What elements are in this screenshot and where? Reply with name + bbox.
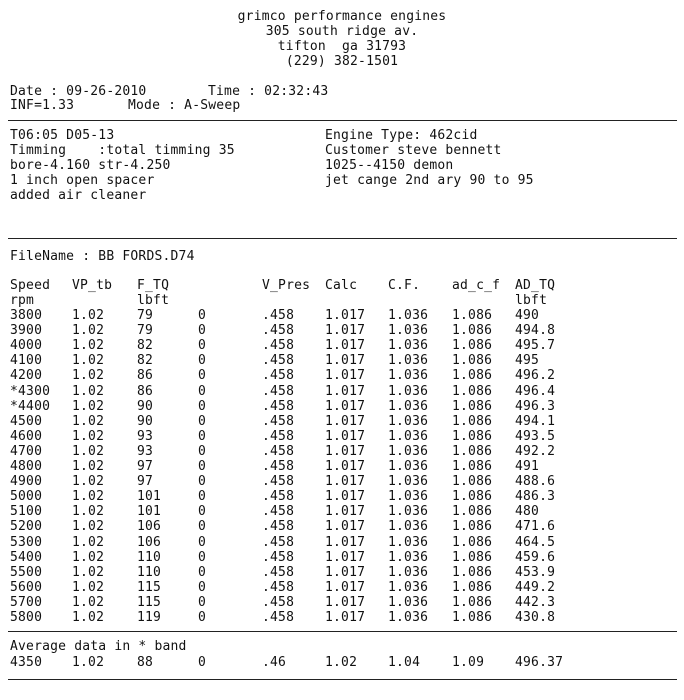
table-cell-f-tq: 97	[137, 474, 154, 489]
table-cell-zero: 0	[198, 474, 207, 489]
table-cell-ad-c-f: 1.086	[452, 610, 493, 625]
table-cell-ad-c-f: 1.086	[452, 565, 493, 580]
table-cell-calc: 1.017	[325, 444, 366, 459]
table-cell-v-pres: .458	[262, 610, 295, 625]
table-cell-zero: 0	[198, 399, 207, 414]
table-cell-ad-c-f: 1.086	[452, 535, 493, 550]
table-cell-speed: 4700	[10, 444, 43, 459]
table-cell-vp-tb: 1.02	[72, 459, 105, 474]
table-cell-ad-c-f: 1.086	[452, 399, 493, 414]
table-cell-speed: 5500	[10, 565, 43, 580]
table-cell-cf: 1.036	[388, 308, 429, 323]
table-cell-zero: 0	[198, 323, 207, 338]
table-cell-cf: 1.036	[388, 353, 429, 368]
table-cell-zero: 0	[198, 338, 207, 353]
table-cell-f-tq: 115	[137, 580, 162, 595]
table-cell-speed: 5200	[10, 519, 43, 534]
table-cell-ad-c-f: 1.086	[452, 459, 493, 474]
table-cell-ad-tq: 495.7	[515, 338, 556, 353]
table-cell-v-pres: .458	[262, 459, 295, 474]
table-cell-calc: 1.017	[325, 323, 366, 338]
table-cell-ad-tq: 486.3	[515, 489, 556, 504]
table-cell-calc: 1.017	[325, 308, 366, 323]
average-cell-ad-tq: 496.37	[515, 655, 564, 670]
table-cell-ad-tq: 496.3	[515, 399, 556, 414]
table-cell-f-tq: 110	[137, 550, 162, 565]
table-cell-ad-tq: 490	[515, 308, 540, 323]
table-cell-ad-c-f: 1.086	[452, 580, 493, 595]
table-cell-cf: 1.036	[388, 504, 429, 519]
table-cell-vp-tb: 1.02	[72, 489, 105, 504]
table-cell-f-tq: 93	[137, 444, 154, 459]
table-cell-ad-tq: 496.4	[515, 384, 556, 399]
table-cell-calc: 1.017	[325, 535, 366, 550]
table-cell-ad-c-f: 1.086	[452, 414, 493, 429]
table-cell-f-tq: 79	[137, 323, 154, 338]
table-cell-ad-tq: 471.6	[515, 519, 556, 534]
column-unit-ad-tq: lbft	[515, 293, 548, 308]
table-cell-calc: 1.017	[325, 414, 366, 429]
average-cell-cf: 1.04	[388, 655, 421, 670]
column-header-cf: C.F.	[388, 278, 421, 293]
table-cell-zero: 0	[198, 308, 207, 323]
table-cell-zero: 0	[198, 444, 207, 459]
table-cell-zero: 0	[198, 384, 207, 399]
table-cell-calc: 1.017	[325, 504, 366, 519]
table-cell-f-tq: 86	[137, 384, 154, 399]
table-cell-speed: *4400	[10, 399, 51, 414]
table-cell-zero: 0	[198, 353, 207, 368]
average-cell-calc: 1.02	[325, 655, 358, 670]
column-header-v-pres: V_Pres	[262, 278, 311, 293]
table-cell-speed: 5400	[10, 550, 43, 565]
table-cell-ad-tq: 494.8	[515, 323, 556, 338]
table-cell-ad-tq: 495	[515, 353, 540, 368]
table-cell-calc: 1.017	[325, 459, 366, 474]
table-cell-v-pres: .458	[262, 399, 295, 414]
table-cell-v-pres: .458	[262, 504, 295, 519]
table-cell-ad-c-f: 1.086	[452, 384, 493, 399]
table-cell-calc: 1.017	[325, 610, 366, 625]
table-cell-v-pres: .458	[262, 338, 295, 353]
table-cell-vp-tb: 1.02	[72, 580, 105, 595]
table-cell-f-tq: 79	[137, 308, 154, 323]
table-cell-vp-tb: 1.02	[72, 519, 105, 534]
table-cell-zero: 0	[198, 580, 207, 595]
average-cell-vp-tb: 1.02	[72, 655, 105, 670]
table-cell-ad-tq: 494.1	[515, 414, 556, 429]
company-phone: (229) 382-1501	[285, 54, 399, 69]
table-cell-vp-tb: 1.02	[72, 308, 105, 323]
table-cell-ad-tq: 492.2	[515, 444, 556, 459]
column-header-ad-c-f: ad_c_f	[452, 278, 501, 293]
table-cell-v-pres: .458	[262, 444, 295, 459]
table-cell-calc: 1.017	[325, 338, 366, 353]
table-cell-zero: 0	[198, 459, 207, 474]
table-cell-vp-tb: 1.02	[72, 504, 105, 519]
table-cell-ad-c-f: 1.086	[452, 338, 493, 353]
info-right-1: Engine Type: 462cid	[325, 128, 478, 143]
table-cell-cf: 1.036	[388, 519, 429, 534]
table-cell-zero: 0	[198, 489, 207, 504]
table-cell-speed: 4500	[10, 414, 43, 429]
table-cell-vp-tb: 1.02	[72, 399, 105, 414]
table-cell-calc: 1.017	[325, 595, 366, 610]
table-cell-zero: 0	[198, 610, 207, 625]
table-cell-calc: 1.017	[325, 550, 366, 565]
table-cell-ad-tq: 464.5	[515, 535, 556, 550]
table-cell-cf: 1.036	[388, 565, 429, 580]
table-cell-ad-tq: 453.9	[515, 565, 556, 580]
table-cell-cf: 1.036	[388, 610, 429, 625]
table-cell-vp-tb: 1.02	[72, 444, 105, 459]
column-header-vp-tb: VP_tb	[72, 278, 113, 293]
table-cell-ad-c-f: 1.086	[452, 489, 493, 504]
table-cell-calc: 1.017	[325, 580, 366, 595]
time-field: Time : 02:32:43	[208, 84, 329, 99]
info-right-2: Customer steve bennett	[325, 143, 502, 158]
table-cell-cf: 1.036	[388, 399, 429, 414]
table-cell-ad-c-f: 1.086	[452, 444, 493, 459]
table-cell-v-pres: .458	[262, 368, 295, 383]
table-cell-speed: 5600	[10, 580, 43, 595]
table-cell-zero: 0	[198, 550, 207, 565]
table-cell-calc: 1.017	[325, 368, 366, 383]
table-cell-zero: 0	[198, 414, 207, 429]
table-cell-cf: 1.036	[388, 535, 429, 550]
table-cell-speed: 4200	[10, 368, 43, 383]
table-cell-calc: 1.017	[325, 474, 366, 489]
table-cell-v-pres: .458	[262, 519, 295, 534]
table-cell-ad-c-f: 1.086	[452, 368, 493, 383]
table-cell-v-pres: .458	[262, 565, 295, 580]
table-cell-f-tq: 101	[137, 489, 162, 504]
table-cell-ad-c-f: 1.086	[452, 429, 493, 444]
table-cell-calc: 1.017	[325, 384, 366, 399]
table-cell-vp-tb: 1.02	[72, 384, 105, 399]
table-cell-v-pres: .458	[262, 308, 295, 323]
table-cell-speed: 5700	[10, 595, 43, 610]
table-cell-v-pres: .458	[262, 353, 295, 368]
table-cell-speed: *4300	[10, 384, 51, 399]
table-cell-vp-tb: 1.02	[72, 368, 105, 383]
table-cell-cf: 1.036	[388, 429, 429, 444]
average-cell-f-tq: 88	[137, 655, 154, 670]
table-cell-v-pres: .458	[262, 429, 295, 444]
table-cell-speed: 3800	[10, 308, 43, 323]
table-cell-vp-tb: 1.02	[72, 414, 105, 429]
company-street: 305 south ridge av.	[265, 24, 419, 39]
average-cell-zero: 0	[198, 655, 207, 670]
table-cell-calc: 1.017	[325, 429, 366, 444]
table-cell-f-tq: 101	[137, 504, 162, 519]
info-left-3: bore-4.160 str-4.250	[10, 158, 171, 173]
table-cell-calc: 1.017	[325, 565, 366, 580]
table-cell-ad-tq: 491	[515, 459, 540, 474]
table-cell-f-tq: 97	[137, 459, 154, 474]
table-cell-ad-tq: 449.2	[515, 580, 556, 595]
table-cell-ad-tq: 442.3	[515, 595, 556, 610]
table-cell-v-pres: .458	[262, 550, 295, 565]
table-cell-vp-tb: 1.02	[72, 353, 105, 368]
table-cell-vp-tb: 1.02	[72, 565, 105, 580]
divider	[8, 631, 677, 632]
column-header-f-tq: F_TQ	[137, 278, 170, 293]
table-cell-calc: 1.017	[325, 399, 366, 414]
table-cell-vp-tb: 1.02	[72, 323, 105, 338]
table-cell-cf: 1.036	[388, 474, 429, 489]
average-cell-speed: 4350	[10, 655, 43, 670]
table-cell-vp-tb: 1.02	[72, 429, 105, 444]
divider	[8, 120, 677, 121]
table-cell-ad-tq: 496.2	[515, 368, 556, 383]
table-cell-f-tq: 82	[137, 338, 154, 353]
date-field: Date : 09-26-2010	[10, 84, 147, 99]
table-cell-zero: 0	[198, 504, 207, 519]
table-cell-v-pres: .458	[262, 414, 295, 429]
table-cell-cf: 1.036	[388, 459, 429, 474]
table-cell-speed: 5300	[10, 535, 43, 550]
table-cell-ad-c-f: 1.086	[452, 323, 493, 338]
column-unit-speed: rpm	[10, 293, 35, 308]
info-right-3: 1025--4150 demon	[325, 158, 454, 173]
table-cell-f-tq: 90	[137, 399, 154, 414]
info-left-5: added air cleaner	[10, 188, 147, 203]
company-name: grimco performance engines	[237, 9, 447, 24]
table-cell-cf: 1.036	[388, 414, 429, 429]
table-cell-calc: 1.017	[325, 353, 366, 368]
table-cell-speed: 3900	[10, 323, 43, 338]
table-cell-vp-tb: 1.02	[72, 610, 105, 625]
table-cell-f-tq: 93	[137, 429, 154, 444]
table-cell-v-pres: .458	[262, 535, 295, 550]
table-cell-f-tq: 90	[137, 414, 154, 429]
info-left-4: 1 inch open spacer	[10, 173, 155, 188]
mode-field: Mode : A-Sweep	[128, 98, 241, 113]
table-cell-cf: 1.036	[388, 384, 429, 399]
table-cell-calc: 1.017	[325, 519, 366, 534]
table-cell-speed: 5100	[10, 504, 43, 519]
table-cell-v-pres: .458	[262, 384, 295, 399]
table-cell-ad-tq: 459.6	[515, 550, 556, 565]
table-cell-ad-c-f: 1.086	[452, 308, 493, 323]
table-cell-speed: 4600	[10, 429, 43, 444]
table-cell-ad-tq: 430.8	[515, 610, 556, 625]
table-cell-v-pres: .458	[262, 474, 295, 489]
table-cell-f-tq: 106	[137, 535, 162, 550]
table-cell-ad-c-f: 1.086	[452, 519, 493, 534]
table-cell-f-tq: 115	[137, 595, 162, 610]
table-cell-zero: 0	[198, 595, 207, 610]
info-left-1: T06:05 D05-13	[10, 128, 115, 143]
file-name: FileName : BB FORDS.D74	[10, 249, 195, 264]
company-city: tifton ga 31793	[277, 39, 407, 54]
table-cell-ad-tq: 493.5	[515, 429, 556, 444]
table-cell-cf: 1.036	[388, 489, 429, 504]
table-cell-ad-c-f: 1.086	[452, 550, 493, 565]
table-cell-ad-c-f: 1.086	[452, 595, 493, 610]
table-cell-zero: 0	[198, 368, 207, 383]
table-cell-vp-tb: 1.02	[72, 535, 105, 550]
table-cell-ad-c-f: 1.086	[452, 504, 493, 519]
table-cell-cf: 1.036	[388, 444, 429, 459]
table-cell-zero: 0	[198, 519, 207, 534]
table-cell-speed: 4100	[10, 353, 43, 368]
average-cell-ad-c-f: 1.09	[452, 655, 485, 670]
table-cell-cf: 1.036	[388, 323, 429, 338]
table-cell-cf: 1.036	[388, 338, 429, 353]
table-cell-speed: 4800	[10, 459, 43, 474]
table-cell-vp-tb: 1.02	[72, 595, 105, 610]
table-cell-v-pres: .458	[262, 595, 295, 610]
info-right-4: jet cange 2nd ary 90 to 95	[325, 173, 534, 188]
table-cell-v-pres: .458	[262, 489, 295, 504]
table-cell-f-tq: 86	[137, 368, 154, 383]
table-cell-speed: 4000	[10, 338, 43, 353]
table-cell-f-tq: 106	[137, 519, 162, 534]
table-cell-cf: 1.036	[388, 595, 429, 610]
divider	[8, 238, 677, 239]
divider	[8, 679, 677, 680]
table-cell-ad-c-f: 1.086	[452, 353, 493, 368]
table-cell-cf: 1.036	[388, 368, 429, 383]
column-header-speed: Speed	[10, 278, 51, 293]
column-header-ad-tq: AD_TQ	[515, 278, 556, 293]
table-cell-speed: 5800	[10, 610, 43, 625]
inf-field: INF=1.33	[10, 98, 75, 113]
table-cell-vp-tb: 1.02	[72, 338, 105, 353]
table-cell-vp-tb: 1.02	[72, 474, 105, 489]
table-cell-ad-tq: 488.6	[515, 474, 556, 489]
table-cell-speed: 4900	[10, 474, 43, 489]
table-cell-v-pres: .458	[262, 323, 295, 338]
table-cell-cf: 1.036	[388, 580, 429, 595]
table-cell-f-tq: 110	[137, 565, 162, 580]
table-cell-f-tq: 119	[137, 610, 162, 625]
table-cell-f-tq: 82	[137, 353, 154, 368]
table-cell-calc: 1.017	[325, 489, 366, 504]
table-cell-zero: 0	[198, 429, 207, 444]
table-cell-v-pres: .458	[262, 580, 295, 595]
column-unit-f-tq: lbft	[137, 293, 170, 308]
table-cell-vp-tb: 1.02	[72, 550, 105, 565]
table-cell-speed: 5000	[10, 489, 43, 504]
average-cell-v-pres: .46	[262, 655, 287, 670]
info-left-2: Timming :total timming 35	[10, 143, 235, 158]
table-cell-cf: 1.036	[388, 550, 429, 565]
table-cell-ad-tq: 480	[515, 504, 540, 519]
table-cell-zero: 0	[198, 565, 207, 580]
table-cell-ad-c-f: 1.086	[452, 474, 493, 489]
column-header-calc: Calc	[325, 278, 358, 293]
table-cell-zero: 0	[198, 535, 207, 550]
average-label: Average data in * band	[10, 639, 187, 654]
